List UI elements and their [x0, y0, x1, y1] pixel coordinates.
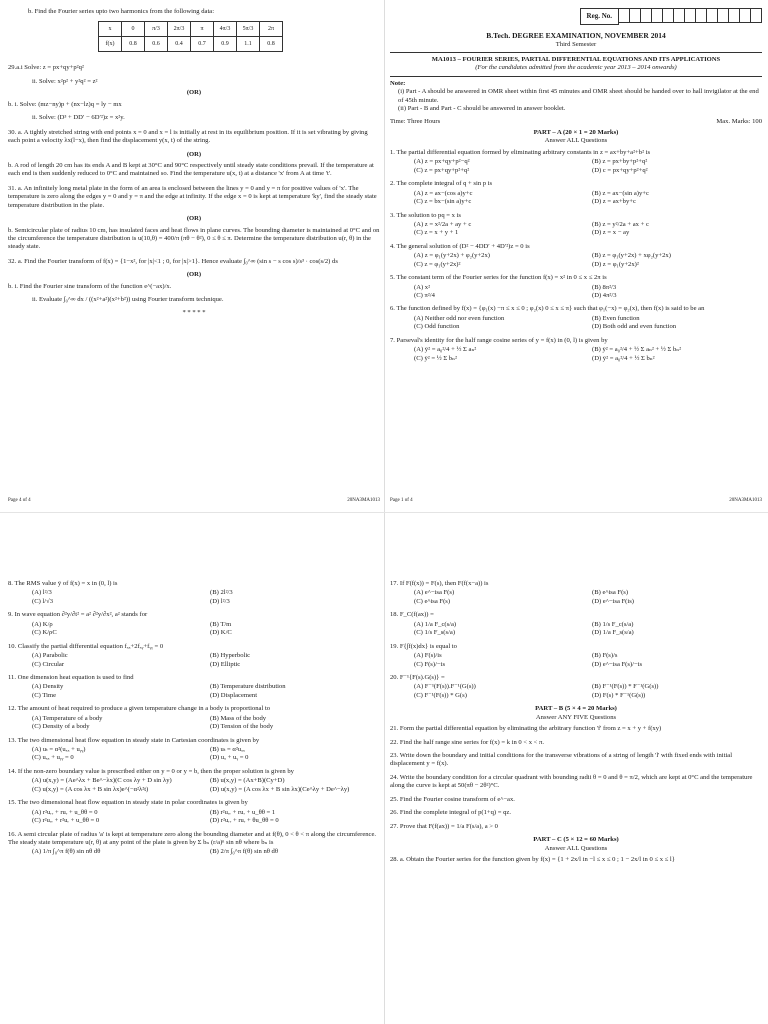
option: (A) Parabolic — [32, 652, 68, 660]
divider — [390, 52, 762, 53]
option: (D) Tension of the body — [210, 723, 274, 731]
footer-code: 20NA3MA1013 — [347, 497, 380, 503]
fourier-data-table — [98, 21, 283, 52]
table-cell: 2π — [260, 22, 283, 37]
mcq-item — [390, 337, 762, 363]
mcq-item — [390, 243, 762, 269]
option: (A) u(x,y) = (Ae^λx + Be^−λx)(C cos λy + D sin λy) — [32, 777, 172, 785]
option: (A) l²/3 — [32, 589, 52, 597]
mcq-item — [390, 149, 762, 175]
table-cell: 0.4 — [168, 37, 191, 52]
or-divider: (OR) — [186, 89, 202, 97]
question-text: 14. If the non-zero boundary value is prescribed either on y = 0 or y = b, then the proper solution is given by — [8, 767, 294, 775]
mcq-item — [390, 274, 762, 300]
question-text: 19. F{∫f(x)dx} is equal to — [390, 642, 457, 650]
reg-no-digit-box — [696, 8, 707, 23]
or-divider: (OR) — [186, 150, 202, 158]
footer-code: 20NA3MA1013 — [729, 497, 762, 503]
end-stars: * * * * * — [182, 308, 206, 316]
option: (D) Displacement — [210, 691, 258, 699]
option: (D) r²uᵣᵣ + ruᵣ + θu_θθ = 0 — [210, 817, 279, 825]
option: (C) Time — [32, 691, 57, 699]
mcq-item — [390, 212, 762, 238]
table-cell: f(x) — [99, 37, 122, 52]
option: (B) uₜ = α²uₓₓ — [210, 746, 245, 753]
question-text: 15. The two dimensional heat flow equation in steady state in polar coordinates is given by — [8, 799, 248, 807]
table-cell: 0.7 — [191, 37, 214, 52]
options-grid — [414, 315, 762, 332]
mcq-item — [390, 611, 762, 637]
question-text: 18. F_C(f(ax)) = — [390, 611, 434, 619]
admission-note: (For the candidates admitted from the academic year 2013 – 2014 onwards) — [475, 64, 677, 72]
option: (A) uₜ = α²(uₓₓ + uᵧᵧ) — [32, 746, 86, 753]
page-1 — [390, 8, 762, 508]
option: (B) 1/s F_c(s/a) — [592, 620, 634, 628]
option: (A) z = x²/2a + ay + c — [414, 220, 472, 228]
part-b-question: 23. Write down the boundary and initial conditions for the transverse vibrations of a string of length 'l' with fixed ends with initial displacement y = f(x). — [390, 752, 733, 768]
note-i: (i) Part - A should be answered in OMR sheet within first 45 minutes and OMR sheet should be handed over to hall invigilator at the end of 45th minute. — [398, 88, 759, 104]
reg-no-digit-box — [707, 8, 718, 23]
reg-no-digit-box — [751, 8, 762, 23]
table-cell: 1.1 — [237, 37, 260, 52]
table-cell: 4π/3 — [214, 22, 237, 37]
part-b-instructions: Answer ANY FIVE Questions — [535, 713, 617, 721]
or-divider: (OR) — [186, 215, 202, 223]
options-grid — [32, 652, 380, 669]
reg-no-label: Reg. No. — [580, 8, 619, 25]
option: (D) Elliptic — [210, 660, 241, 668]
question-31a: 31. a. An infinitely long metal plate in the form of an area is enclosed between the lines y = 0 and y = π for positive values of 'x'. The temperature is zero along the edges y = 0 and y = π and the edge at infinity. If the edge x = 0 is kept at temperature 'ky', find the steady state temperature distribution in the plate. — [8, 184, 377, 209]
table-cell: 0.8 — [122, 37, 145, 52]
question-28a: 28. a. Obtain the Fourier series for the function given by f(x) = {1 + 2x/l in −l ≤ x ≤ 0 ; 1 − 2x/l in 0 ≤ x ≤ l} — [390, 855, 675, 863]
options-grid — [414, 252, 762, 269]
question-text: 6. The function defined by f(x) = {φ₁(x) −π ≤ x ≤ 0 ; φ₂(x) 0 ≤ x ≤ π} such that φ₁(−x) = φ₂(x), then f(x) is said to be an — [390, 305, 705, 313]
semester: Third Semester — [555, 40, 597, 48]
options-grid — [32, 621, 380, 638]
option: (D) l²/3 — [210, 597, 230, 605]
reg-no-digit-box — [685, 8, 696, 23]
options-grid — [414, 221, 762, 238]
option: (D) F(s) * F⁻¹(G(s)) — [592, 691, 646, 699]
table-cell: 0.9 — [214, 37, 237, 52]
option: (A) z = ax−(cos a)y+c — [414, 189, 473, 197]
question-text: 12. The amount of heat required to produce a given temperature change in a body is proportional to — [8, 705, 271, 713]
max-marks: Max. Marks: 100 — [716, 117, 762, 125]
option: (A) F⁻¹(F(s)).F⁻¹(G(s)) — [414, 683, 476, 691]
time-marks-row — [390, 118, 762, 126]
options-grid — [32, 715, 380, 732]
question-32b-ii: ii. Evaluate ∫₀^∞ dx / ((x²+a²)(x²+b²)) using Fourier transform technique. — [32, 296, 224, 304]
option: (D) e^−isa F(s)/−is — [592, 660, 643, 668]
question-text: 2. The complete integral of q + sin p is — [390, 180, 493, 188]
question-text: 11. One dimension heat equation is used to find — [8, 673, 134, 681]
option: (C) r²uᵣᵣ + r²uᵣ + u_θθ = 0 — [32, 817, 100, 825]
option: (A) ȳ² = a₀²/4 + ½ Σ aₙ² — [414, 346, 477, 354]
options-grid — [414, 190, 762, 207]
option: (D) K/C — [210, 629, 232, 637]
question-29a-ii: ii. Solve: x²p² + y²q² = z² — [32, 77, 98, 85]
question-text: 1. The partial differential equation formed by eliminating arbitrary constants in z = ax+by+a²+b² is — [390, 148, 651, 156]
option: (A) 1/a F_c(s/a) — [414, 620, 457, 628]
option: (B) 2/π ∫₀^π f(θ) sin nθ dθ — [210, 848, 279, 856]
question-text: 9. In wave equation ∂²y/∂t² = a² ∂²y/∂x², a² stands for — [8, 611, 148, 619]
option: (C) u(x,y) = (A cos λx + B sin λx)e^(−α²λ²t) — [32, 785, 149, 793]
option: (D) z = x − ay — [592, 229, 630, 237]
option: (D) c = px+qy+p²+q² — [592, 166, 648, 174]
notes — [390, 80, 762, 114]
option: (C) Odd function — [414, 323, 460, 331]
mcq-item — [8, 737, 380, 763]
options-grid — [414, 158, 762, 175]
part-b-question: 25. Find the Fourier cosine transform of e^−ax. — [390, 795, 515, 803]
table-cell: 5π/3 — [237, 22, 260, 37]
reg-no-digit-box — [740, 8, 751, 23]
option: (A) F(s)/is — [414, 652, 442, 660]
question-30b: b. A rod of length 20 cm has its ends A and B kept at 30°C and 90°C respectively until steady state conditions prevail. If the temperature at each end is then suddenly reduced to 0°C and maintained so. Find the temperature u(x, t) at a distance 'x' from A at time 't'. — [8, 161, 374, 178]
table-cell: 0.6 — [145, 37, 168, 52]
table-cell: π/3 — [145, 22, 168, 37]
option: (C) uₓₓ + uᵧᵧ = 0 — [32, 754, 74, 762]
options-grid — [32, 809, 380, 826]
table-cell: 0.8 — [260, 37, 283, 52]
option: (C) e^isa F(s) — [414, 597, 451, 605]
mcq-item — [8, 643, 380, 669]
option: (B) Mass of the body — [210, 714, 267, 722]
options-grid — [32, 589, 380, 606]
page-4 — [8, 8, 380, 508]
option: (B) z = y²/2a + ax + c — [592, 220, 649, 228]
options-grid — [414, 652, 762, 669]
option: (D) e^−isa F(is) — [592, 597, 634, 605]
option: (C) π²/4 — [414, 292, 435, 300]
note-label: Note: — [390, 79, 406, 87]
page-2 — [8, 520, 380, 1020]
reg-no-digit-box — [619, 8, 630, 23]
question-text: 3. The solution to pq = x is — [390, 211, 462, 219]
footer-page-number: Page 1 of 4 — [390, 497, 413, 503]
fold-horizontal — [0, 512, 768, 513]
question-32b-i: b. i. Find the Fourier sine transform of the function e^(−ax)/x. — [8, 282, 172, 290]
option: (C) l/√3 — [32, 597, 54, 605]
question-30a: 30. a. A tightly stretched string with end points x = 0 and x = l is initially at rest in its equilibrium position. If it is set vibrating by giving each point a velocity λx(l−x), then find the displacement y(x, t) of the string. — [8, 128, 368, 145]
option: (C) z = x + y + 1 — [414, 229, 459, 237]
option: (D) u(x,y) = (A cos λx + B sin λx)(Ce^λy + De^−λy) — [210, 785, 350, 793]
question-29a-i: 29.a.i Solve: z = px+qy+p²q² — [8, 64, 84, 72]
option: (A) z = φ₁(y+2x) + φ₂(y+2x) — [414, 252, 490, 260]
question-text: 20. F⁻¹{F(s).G(s)} = — [390, 673, 445, 681]
question-text: 16. A semi circular plate of radius 'a' is kept at temperature zero along the bounding diameter and at f(θ), 0 < θ < π along the circumference. The steady state temperature u(r, θ) at any point of the plate is given by Σ bₙ (r/a)ⁿ sin nθ where bₙ is — [8, 830, 377, 846]
option: (B) Temperature distribution — [210, 683, 286, 691]
option: (D) z = φ₁(y+2x)² — [592, 260, 639, 268]
option: (A) Density — [32, 683, 64, 691]
option: (B) z = px+by+p²+q² — [592, 158, 648, 166]
part-b-question: 22. Find the half range sine series for f(x) = k in 0 < x < π. — [390, 738, 545, 746]
option: (C) z = bx−(sin a)y+c — [414, 198, 472, 206]
option: (C) Density of a body — [32, 723, 90, 731]
mcq-item — [8, 611, 380, 637]
option: (C) F(s)/−is — [414, 660, 446, 668]
options-grid — [32, 683, 380, 700]
mcq-item — [8, 768, 380, 794]
option: (B) Even function — [592, 314, 640, 322]
table-cell: x — [99, 22, 122, 37]
option: (A) 1/π ∫₀^π f(θ) sin nθ dθ — [32, 848, 101, 856]
option: (B) r²uᵣᵣ + ruᵣ + u_θθ = 1 — [210, 808, 276, 816]
part-c-heading: PART – C (5 × 12 = 60 Marks) — [533, 836, 619, 844]
option: (D) uₓ + uᵧ = 0 — [210, 754, 249, 762]
part-a-instructions: Answer ALL Questions — [544, 137, 608, 145]
mcq-item — [390, 580, 762, 606]
question-text: 10. Classify the partial differential equation fₓₓ+2fₓᵧ+fᵧᵧ = 0 — [8, 642, 164, 650]
page-footer — [390, 498, 762, 504]
table-cell: 0 — [122, 22, 145, 37]
mcq-item — [8, 799, 380, 825]
course-title: MA1013 – FOURIER SERIES, PARTIAL DIFFERENTIAL EQUATIONS AND ITS APPLICATIONS — [431, 55, 721, 63]
question-text: 13. The two dimensional heat flow equation in steady state in Cartesian coordinates is given by — [8, 736, 260, 744]
time-label: Time: Three Hours — [390, 117, 441, 125]
mcq-item — [390, 643, 762, 669]
part-b-question: 21. Form the partial differential equation by eliminating the arbitrary function 'f' from z = x + y + f(xy) — [390, 725, 662, 733]
mcq-item — [390, 305, 762, 331]
mcq-item — [390, 674, 762, 700]
question-28b: b. Find the Fourier series upto two harmonics from the following data: — [28, 8, 215, 15]
page-3 — [390, 520, 762, 1020]
question-list — [390, 149, 762, 363]
option: (B) T/m — [210, 620, 232, 628]
option: (B) F(s)/s — [592, 652, 618, 660]
note-ii: (ii) Part - B and Part - C should be answered in answer booklet. — [398, 105, 566, 113]
part-a-heading: PART – A (20 × 1 = 20 Marks) — [533, 129, 619, 137]
options-grid — [32, 746, 380, 763]
options-grid — [32, 848, 380, 856]
option: (A) r²uᵣᵣ + ruᵣ + u_θθ = 0 — [32, 808, 98, 816]
question-list — [8, 580, 380, 857]
option: (C) ȳ² = ½ Σ bₙ² — [414, 354, 457, 362]
question-text: 4. The general solution of (D² − 4DD′ + 4D′²)z = 0 is — [390, 242, 530, 250]
options-grid — [414, 621, 762, 638]
page-footer — [8, 498, 380, 504]
option: (A) K/ρ — [32, 620, 53, 628]
option: (B) Hyperbolic — [210, 652, 251, 660]
option: (D) z = ax+by+c — [592, 198, 636, 206]
mcq-item — [8, 580, 380, 606]
option: (B) ȳ² = a₀²/4 + ½ Σ aₙ² + ½ Σ bₙ² — [592, 346, 682, 354]
option: (B) F⁻¹(F(s)) * F⁻¹(G(s)) — [592, 683, 659, 691]
option: (A) x² — [414, 283, 431, 291]
options-grid — [32, 777, 380, 794]
option: (B) z = φ₁(y+2x) + xφ₂(y+2x) — [592, 252, 671, 260]
part-b-heading: PART – B (5 × 4 = 20 Marks) — [535, 705, 617, 713]
option: (D) Both odd and even function — [592, 323, 677, 331]
option: (A) e^−isa F(s) — [414, 589, 455, 597]
part-b-question: 24. Write the boundary condition for a circular quadrant with bounding radii θ = 0 and θ = π/2, which are kept at 0°C and the temperature along the curve is kept at 50(πθ − 2θ²)°C. — [390, 773, 753, 790]
option: (B) u(x,y) = (Ax+B)(Cy+D) — [210, 777, 285, 785]
divider — [390, 76, 762, 77]
reg-no-digit-box — [729, 8, 740, 23]
option: (A) Neither odd nor even function — [414, 314, 505, 322]
option: (C) z = px+qy+p²+q² — [414, 166, 470, 174]
reg-no-digit-box — [630, 8, 641, 23]
reg-no-digit-box — [663, 8, 674, 23]
options-grid — [414, 589, 762, 606]
reg-no-digit-box — [652, 8, 663, 23]
question-text: 7. Parseval's identity for the half range cosine series of y = f(x) in (0, l) is given by — [390, 336, 608, 344]
reg-no-digit-box — [641, 8, 652, 23]
or-divider: (OR) — [186, 271, 202, 279]
question-32a: 32. a. Find the Fourier transform of f(x) = {1−x², for |x|<1 ; 0, for |x|>1}. Hence evaluate ∫₀^∞ (sin s − s cos s)/s³ · cos(s/2) ds — [8, 257, 338, 265]
question-text: 5. The constant term of the Fourier series for the function f(x) = x² in 0 ≤ x ≤ 2π is — [390, 274, 607, 282]
table-row — [99, 22, 283, 37]
options-grid — [414, 683, 762, 700]
option: (D) 1/a F_s(s/a) — [592, 629, 634, 637]
option: (A) Temperature of a body — [32, 714, 103, 722]
option: (B) z = ax−(sin a)y+c — [592, 189, 649, 197]
option: (B) 8π²/3 — [592, 283, 617, 291]
reg-no-digit-box — [674, 8, 685, 23]
options-grid — [414, 284, 762, 301]
reg-no-digit-box — [718, 8, 729, 23]
table-cell: π — [191, 22, 214, 37]
footer-page-number: Page 4 of 4 — [8, 497, 31, 503]
mcq-item — [390, 180, 762, 206]
question-list — [390, 580, 762, 700]
option: (C) z = φ₁(y+2x)² — [414, 260, 461, 268]
mcq-item — [8, 674, 380, 700]
option: (C) Circular — [32, 660, 65, 668]
part-c-instructions: Answer ALL Questions — [544, 844, 608, 852]
options-grid — [414, 346, 762, 363]
mcq-item — [8, 705, 380, 731]
option: (C) K/ρC — [32, 629, 57, 637]
question-29b-ii: ii. Solve: (D³ + DD′ − 6D′²)z = x²y. — [32, 114, 125, 122]
option: (B) 2l²/3 — [210, 589, 233, 597]
option: (D) 4π²/3 — [592, 292, 617, 300]
part-b-question: 27. Prove that F(f(ax)) = 1/a F(s/a), a > 0 — [390, 822, 498, 830]
option: (A) z = px+qy+p²−q² — [414, 158, 470, 166]
option: (B) e^isa F(s) — [592, 589, 629, 597]
question-text: 17. If F(f(x)) = F(s), then F(f(x−a)) is — [390, 580, 489, 587]
table-row — [99, 37, 283, 52]
part-b-questions — [390, 725, 762, 831]
question-text: 8. The RMS value ȳ of f(x) = x in (0, l) is — [8, 580, 118, 587]
part-b-question: 26. Find the complete integral of p(1+q) = qz. — [390, 809, 511, 817]
option: (C) 1/s F_s(s/a) — [414, 629, 456, 637]
mcq-item — [8, 831, 380, 857]
question-29b-i: b. i. Solve: (mz−ny)p + (nx−lz)q = ly − mx — [8, 100, 122, 108]
exam-title: B.Tech. DEGREE EXAMINATION, NOVEMBER 2014 — [486, 30, 666, 40]
reg-no-box — [390, 8, 762, 25]
table-cell: 2π/3 — [168, 22, 191, 37]
option: (D) ȳ² = a₀²/4 + ½ Σ bₙ² — [592, 354, 655, 362]
option: (C) F⁻¹(F(s)) * G(s) — [414, 691, 467, 699]
question-31b: b. Semicircular plate of radius 10 cm, has insulated faces and heat flows in plane curves. The bounding diameter is maintained at 0°C and on the circumference the temperature distribution is u(10,θ) = 400/π (πθ − θ²), 0 ≤ θ ≤ π. Determine the temperature distribution u(r, θ) in the steady state. — [8, 226, 380, 251]
